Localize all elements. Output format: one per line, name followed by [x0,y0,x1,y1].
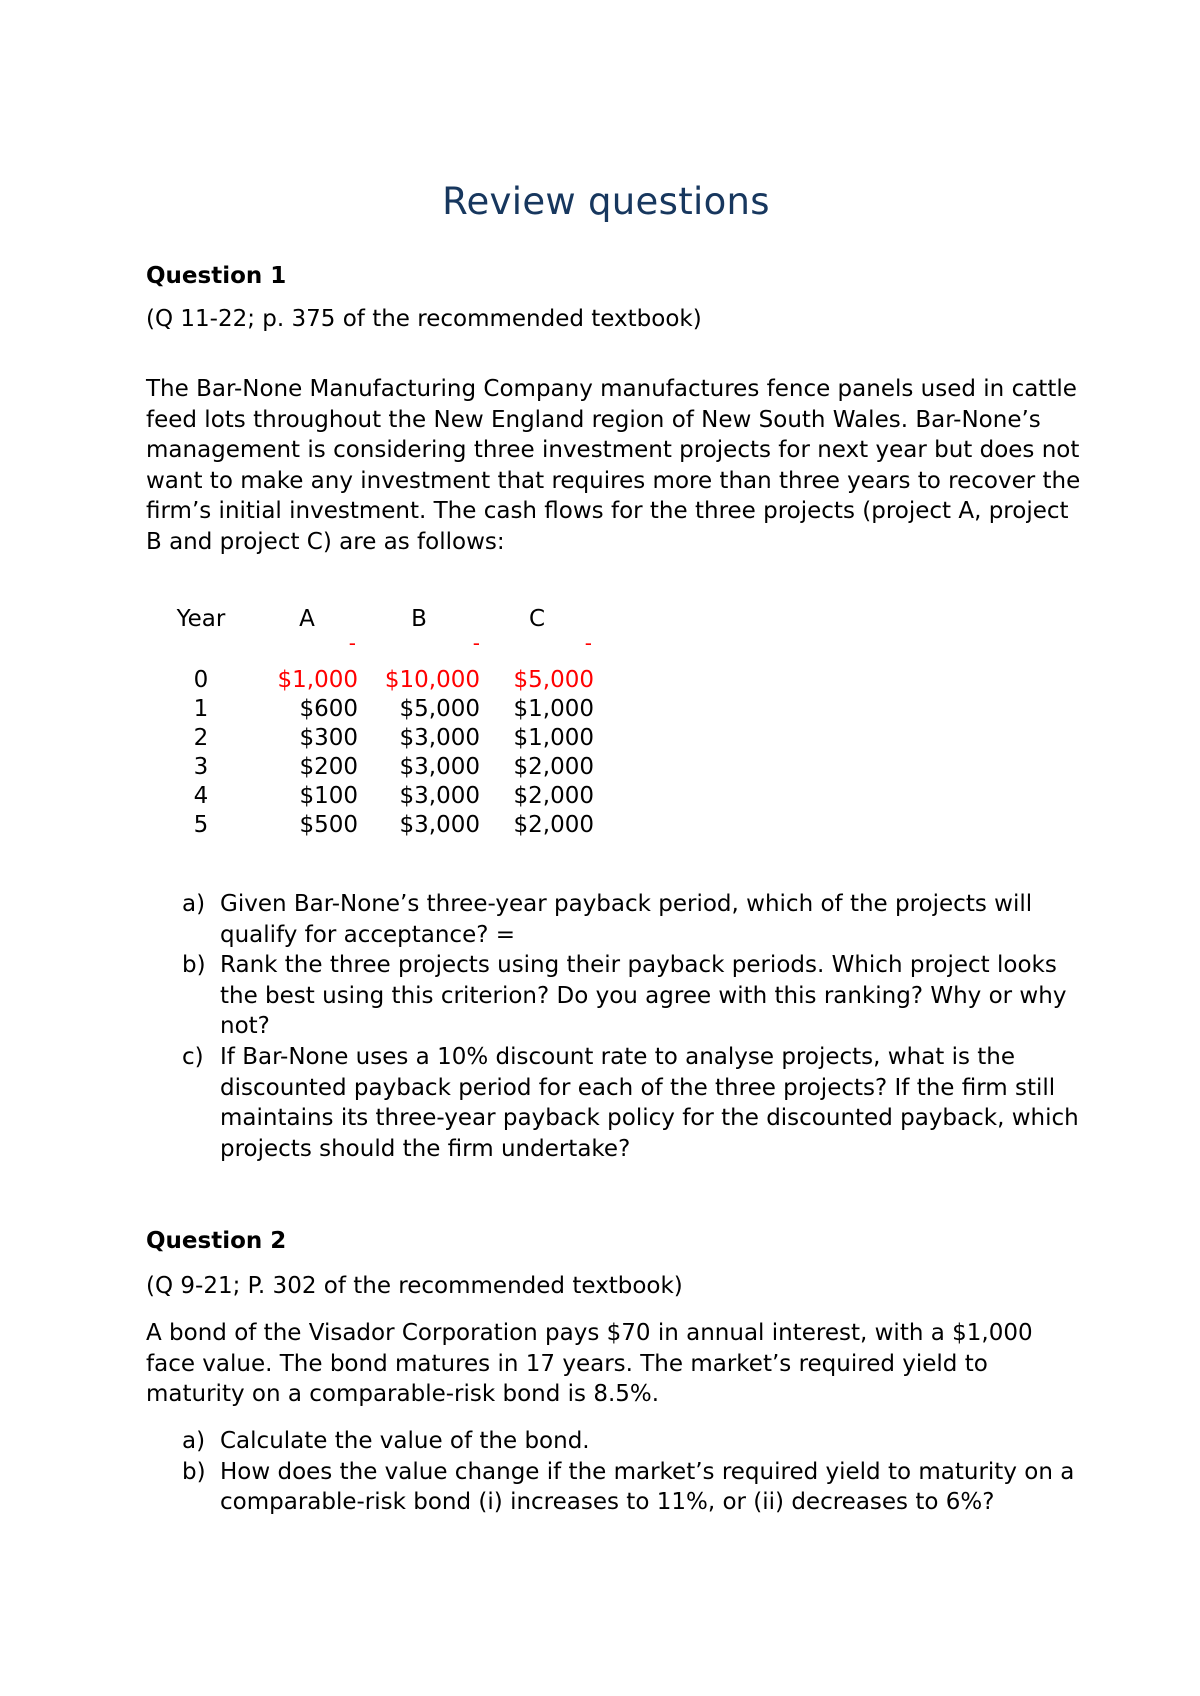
table-header-row [146,602,594,636]
question-1-heading: Question 1 [146,263,287,289]
list-marker: b) [182,952,206,979]
list-item [146,950,1086,1042]
list-item-text: Given Bar-None’s three-year payback period, which of the projects will qualify for acceptance? = [220,891,1033,948]
list-item-text: How does the value change if the market’s required yield to maturity on a comparable-risk bond (i) increases to 11%, or (ii) decreases to 6%? [220,1458,1075,1516]
negative-sign-b: - [472,631,480,655]
table-row: 1 $600 $5,000 $1,000 [193,695,594,722]
question-1-body: The Bar-None Manufacturing Company manufactures fence panels used in cattle feed lots throughout the New England region of New South Wales. Bar-None’s management is considering three investment projects for next year but does not want to make any investment that requires more than three years to recover the firm’s initial investment. The cash flows for the three projects (project A, project B and project C) are as follows: [146,376,1081,555]
header-b: B [411,606,427,632]
table-row: 4 $100 $3,000 $2,000 [193,782,594,809]
page-title: Review questions [442,180,770,223]
list-marker: a) [182,891,206,917]
header-year: Year [176,606,226,632]
header-c: C [528,606,546,632]
list-item [146,1457,1086,1518]
question-1-reference: (Q 11-22; p. 375 of the recommended textbook) [146,306,702,332]
list-marker: a) [182,1428,206,1454]
cash-flow-table [146,602,594,839]
table-row: 2 $300 $3,000 $1,000 [193,724,594,751]
negative-sign-c: - [584,631,592,655]
table-row: 3 $200 $3,000 $2,000 [193,753,594,780]
negative-sign-a: - [348,631,356,655]
question-1-list [146,889,1086,1164]
list-marker: c) [182,1043,204,1070]
list-item [146,889,1086,950]
question-2-heading: Question 2 [146,1228,287,1254]
question-2-list [146,1426,1086,1518]
list-item [146,1042,1086,1164]
question-2-reference: (Q 9-21; P. 302 of the recommended textbook) [146,1273,683,1299]
negative-sign-row [146,636,594,665]
list-marker: b) [182,1458,206,1485]
list-item-text: Calculate the value of the bond. [220,1428,590,1454]
question-2-body: A bond of the Visador Corporation pays $70 in annual interest, with a $1,000 face value. The bond matures in 17 years. The market’s required yield to maturity on a comparable-risk bond is 8.5%. [146,1320,1033,1408]
header-a: A [299,606,315,632]
list-item-text: If Bar-None uses a 10% discount rate to analyse projects, what is the discounted payback period for each of the three projects? If the firm still maintains its three-year payback policy for the discounted payback, which projects should the firm undertake? [220,1043,1079,1162]
table-row: 0 $1,000 $10,000 $5,000 [193,666,594,693]
list-item-text: Rank the three projects using their payback periods. Which project looks the best using this criterion? Do you agree with this ranking? Why or why not? [220,952,1067,1040]
list-item [146,1426,1086,1457]
table-row: 5 $500 $3,000 $2,000 [193,811,594,838]
